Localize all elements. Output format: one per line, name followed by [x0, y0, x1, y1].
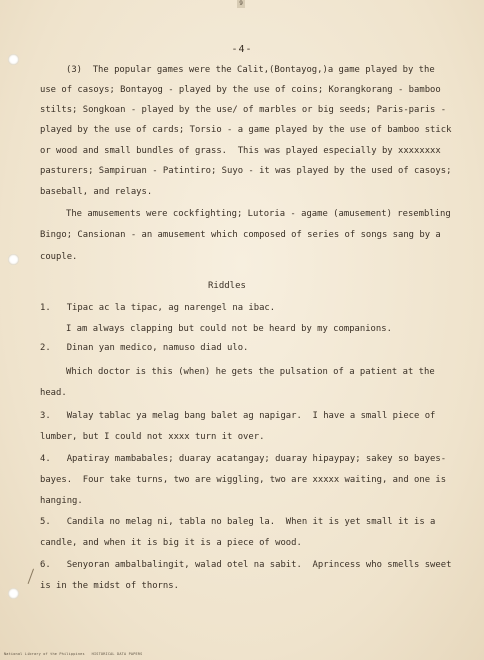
paragraph-line: or wood and small bundles of grass. This was played especially by xxxxxxxx [40, 146, 441, 156]
paragraph-line: played by the use of cards; Torsio - a game played by the use of bamboo stick [40, 125, 452, 135]
punch-hole-middle [8, 254, 19, 265]
riddle-line: 5. Candila no melag ni, tabla no baleg la. When it is yet small it is a [40, 517, 436, 527]
riddle-line: 2. Dinan yan medico, namuso diad ulo. [40, 343, 249, 353]
paragraph-line: stilts; Songkoan - played by the use/ of marbles or big seeds; Paris-paris - [40, 105, 447, 115]
paragraph-line: use of casoys; Bontayog - played by the use of coins; Korangkorang - bamboo [40, 85, 441, 95]
punch-hole-bottom [8, 588, 19, 599]
top-mark: 9 [237, 0, 245, 8]
riddle-line: Which doctor is this (when) he gets the pulsation of a patient at the [66, 367, 435, 377]
riddle-line: candle, and when it is big it is a piece of wood. [40, 538, 302, 548]
paragraph-line: Bingo; Cansionan - an amusement which composed of series of songs sang by a [40, 230, 441, 240]
paragraph-line: (3) The popular games were the Calit,(Bontayog,)a game played by the [66, 65, 435, 75]
riddle-line: 3. Walay tablac ya melag bang balet ag napigar. I have a small piece of [40, 411, 436, 421]
riddle-line: head. [40, 388, 67, 398]
paragraph-line: pasturers; Sampiruan - Patintiro; Suyo - it was played by the used of casoys; [40, 166, 452, 176]
riddle-line: 4. Apatiray mambabales; duaray acatangay; duaray hipaypay; sakey so bayes- [40, 454, 447, 464]
paragraph-line: baseball, and relays. [40, 187, 153, 197]
punch-hole-top [8, 54, 19, 65]
footer-archive-label: National Library of the Philippines HISTORICAL DATA PAPERS [4, 652, 143, 656]
page-number: -4- [231, 44, 253, 55]
riddle-line: I am always clapping but could not be heard by my companions. [66, 324, 392, 334]
riddle-line: lumber, but I could not xxxx turn it over. [40, 432, 265, 442]
paragraph-line: The amusements were cockfighting; Lutoria - agame (amusement) resembling [66, 209, 451, 219]
riddle-line: 6. Senyoran ambalbalingit, walad otel na sabit. Aprincess who smells sweet [40, 560, 452, 570]
riddle-line: 1. Tipac ac la tipac, ag narengel na ibac. [40, 303, 276, 313]
paragraph-line: couple. [40, 252, 78, 262]
riddles-heading: Riddles [208, 281, 246, 291]
riddle-line: hanging. [40, 496, 83, 506]
riddle-line: is in the midst of thorns. [40, 581, 179, 591]
riddle-line: bayes. Four take turns, two are wiggling, two are xxxxx waiting, and one is [40, 475, 447, 485]
